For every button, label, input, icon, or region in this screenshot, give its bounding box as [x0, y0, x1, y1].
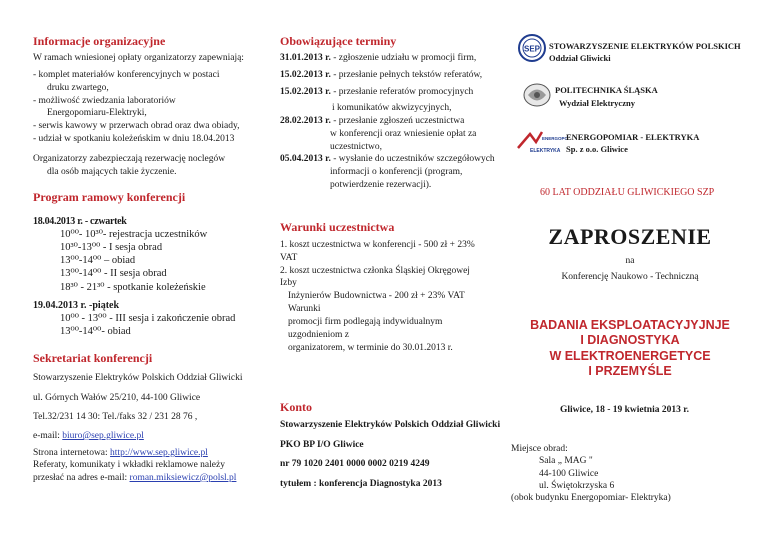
energo-logo-text-a: ENERGOPO: [542, 136, 568, 141]
sec-address: ul. Górnych Wałów 25/210, 44-100 Gliwice: [33, 393, 201, 403]
info-note-line: dla osób mających takie życzenie.: [47, 166, 177, 177]
date-value: 05.04.2013 r.: [280, 154, 331, 164]
secretariat-title: Sekretariat konferencji: [33, 351, 153, 365]
date-text: potwierdzenie rezerwacji).: [330, 179, 432, 190]
polsl-logo: [522, 80, 552, 110]
sec-email-link[interactable]: biuro@sep.gliwice.pl: [62, 431, 144, 441]
day1-list: [60, 228, 207, 294]
condition-line: organizatorem, w terminie do 30.01.2013 r.: [288, 342, 453, 353]
invitation-title: ZAPROSZENIE: [548, 224, 712, 249]
energopomiar-logo: [516, 128, 568, 154]
venue-line: (obok budynku Energopomiar- Elektryka): [511, 493, 671, 504]
energo-sub: Sp. z o.o. Gliwice: [566, 144, 628, 154]
info-item: - udział w spotkaniu koleżeńskim w dniu 18.04.2013: [33, 134, 235, 145]
date-text: - przesłanie referatów promocyjnych: [330, 87, 474, 97]
conditions-list: [280, 239, 485, 354]
date-row: [280, 69, 482, 82]
sec-line-label: przesłać na adres e-mail:: [33, 472, 130, 483]
conference-dates: Gliwice, 18 - 19 kwietnia 2013 r.: [560, 405, 689, 415]
date-text: - wysłanie do uczestników szczegółowych: [333, 154, 495, 164]
invitation-na: na: [625, 256, 635, 266]
konto-title-line: tytułem : konferencja Diagnostyka 2013: [280, 479, 442, 489]
info-list: [33, 69, 263, 146]
info-item: Energopomiaru-Elektryki,: [47, 108, 147, 119]
topic-line: I DIAGNOSTYKA: [580, 333, 680, 348]
energo-logo-text-b: ELEKTRYKA: [530, 148, 561, 154]
date-text: w konferencji oraz wniesienie opłat za: [330, 128, 477, 139]
date-value: 15.02.2013 r.: [280, 87, 331, 97]
date-value: 31.01.2013 r.: [280, 53, 331, 63]
topic-line: BADANIA EKSPLOATACYJYJNJE: [530, 318, 730, 332]
date-row-5: [280, 153, 495, 191]
energo-name: ENERGOPOMIAR - ELEKTRYKA: [566, 132, 700, 142]
info-item: - komplet materiałów konferencyjnych w postaci: [33, 70, 220, 80]
date-value: 28.02.2013 r.: [280, 116, 331, 126]
date-value: 15.02.2013 r.: [280, 70, 331, 80]
info-note-line: Organizatorzy zabezpieczają rezerwację noclegów: [33, 154, 226, 164]
sec-www-label: Strona internetowa:: [33, 448, 111, 458]
conditions-title: Warunki uczestnictwa: [280, 220, 395, 234]
sep-logo: [518, 34, 546, 62]
sec-line: Referaty, komunikaty i wkładki reklamowe należy: [33, 460, 225, 471]
dates-title: Obowiązujące terminy: [280, 34, 397, 48]
conference-type: Konferencję Naukowo - Techniczną: [561, 272, 699, 282]
topic-line: I PRZEMYŚLE: [588, 363, 672, 378]
day2-list: [60, 312, 235, 338]
program-title: Program ramowy konferencji: [33, 190, 186, 204]
venue-line: Sala „ MAG ": [539, 456, 593, 467]
date-row: [280, 86, 473, 99]
sec-submit-email-link[interactable]: roman.miksiewicz@polsl.pl: [129, 472, 237, 483]
venue: [511, 443, 671, 505]
info-note: [33, 153, 225, 179]
date-text: - przesłanie zgłoszeń uczestnictwa: [333, 116, 465, 126]
konto-org: Stowarzyszenie Elektryków Polskich Oddział Gliwicki: [280, 420, 501, 430]
condition-line: Inżynierów Budownictwa - 200 zł + 23% VAT Warunki: [288, 291, 465, 315]
date-row: [280, 52, 476, 65]
program-item: 18³⁰ - 21³⁰ - spotkanie koleżeńskie: [60, 281, 206, 293]
date-text: uczestnictwo,: [330, 141, 382, 152]
sec-contact: [33, 447, 236, 484]
program-item: 13⁰⁰-14⁰⁰- obiad: [60, 326, 131, 338]
date-text: - zgłoszenie udziału w promocji firm,: [330, 53, 477, 63]
sec-org: Stowarzyszenie Elektryków Polskich Oddział Gliwicki: [33, 373, 243, 383]
konto-number: nr 79 1020 2401 0000 0002 0219 4249: [280, 459, 430, 469]
venue-line: 44-100 Gliwice: [539, 468, 599, 479]
sec-tel: Tel.32/231 14 30: Tel./faks 32 / 231 28 76 ,: [33, 412, 198, 422]
date-row-4: [280, 115, 495, 153]
venue-line: Miejsce obrad:: [511, 444, 568, 454]
sec-www-link[interactable]: http://www.sep.gliwice.pl: [110, 448, 208, 458]
sep-logo-text: SEP: [523, 44, 541, 54]
program-item: 13⁰⁰-14⁰⁰ – obiad: [60, 255, 136, 267]
konto-bank: PKO BP I/O Gliwice: [280, 440, 364, 450]
polsl-name: POLITECHNIKA ŚLĄSKA: [555, 85, 658, 95]
condition-line: promocji firm podlegają indywidualnym uzgodnieniom z: [288, 316, 443, 340]
polsl-dept: Wydział Elektryczny: [559, 98, 635, 108]
sep-branch: Oddział Gliwicki: [549, 53, 611, 63]
info-intro: W ramach wniesionej opłaty organizatorzy zapewniają:: [33, 53, 244, 63]
conference-topic: [510, 318, 750, 379]
sec-email-row: [33, 430, 144, 443]
condition-line: 2. koszt uczestnictwa członka Śląskiej Okręgowej Izby: [280, 265, 470, 289]
info-item: - serwis kawowy w przerwach obrad oraz dwa obiady,: [33, 121, 240, 132]
condition-line: 1. koszt uczestnictwa w konferencji - 500 zł + 23% VAT: [280, 240, 475, 263]
program-item: 10³⁰-13⁰⁰ - I sesja obrad: [60, 242, 163, 254]
anniversary-line: 60 LAT ODDZIAŁU GLIWICKIEGO SZP: [540, 187, 715, 198]
day1-title: 18.04.2013 r. - czwartek: [33, 216, 127, 227]
sec-email-label: e-mail:: [33, 431, 63, 441]
program-item: 10⁰⁰ - 13⁰⁰ - III sesja i zakończenie obrad: [60, 313, 236, 324]
info-item: - możliwość zwiedzania laboratoriów: [33, 95, 176, 106]
sep-name: STOWARZYSZENIE ELEKTRYKÓW POLSKICH: [549, 41, 741, 51]
program-item: 13⁰⁰-14⁰⁰ - II sesja obrad: [60, 268, 167, 280]
date-text: - przesłanie pełnych tekstów referatów,: [330, 70, 483, 80]
venue-line: ul. Świętokrzyska 6: [539, 481, 615, 492]
info-item: druku zwartego,: [47, 82, 109, 93]
konto-title: Konto: [280, 400, 313, 414]
day2-title: 19.04.2013 r. -piątek: [33, 300, 120, 311]
date-cont: i komunikatów akwizycyjnych,: [332, 103, 452, 113]
info-title: Informacje organizacyjne: [33, 34, 166, 48]
program-item: 10⁰⁰- 10³⁰- rejestracja uczestników: [60, 229, 208, 240]
topic-line: W ELEKTROENERGETYCE: [549, 348, 711, 363]
date-text: informacji o konferencji (program,: [330, 166, 463, 177]
